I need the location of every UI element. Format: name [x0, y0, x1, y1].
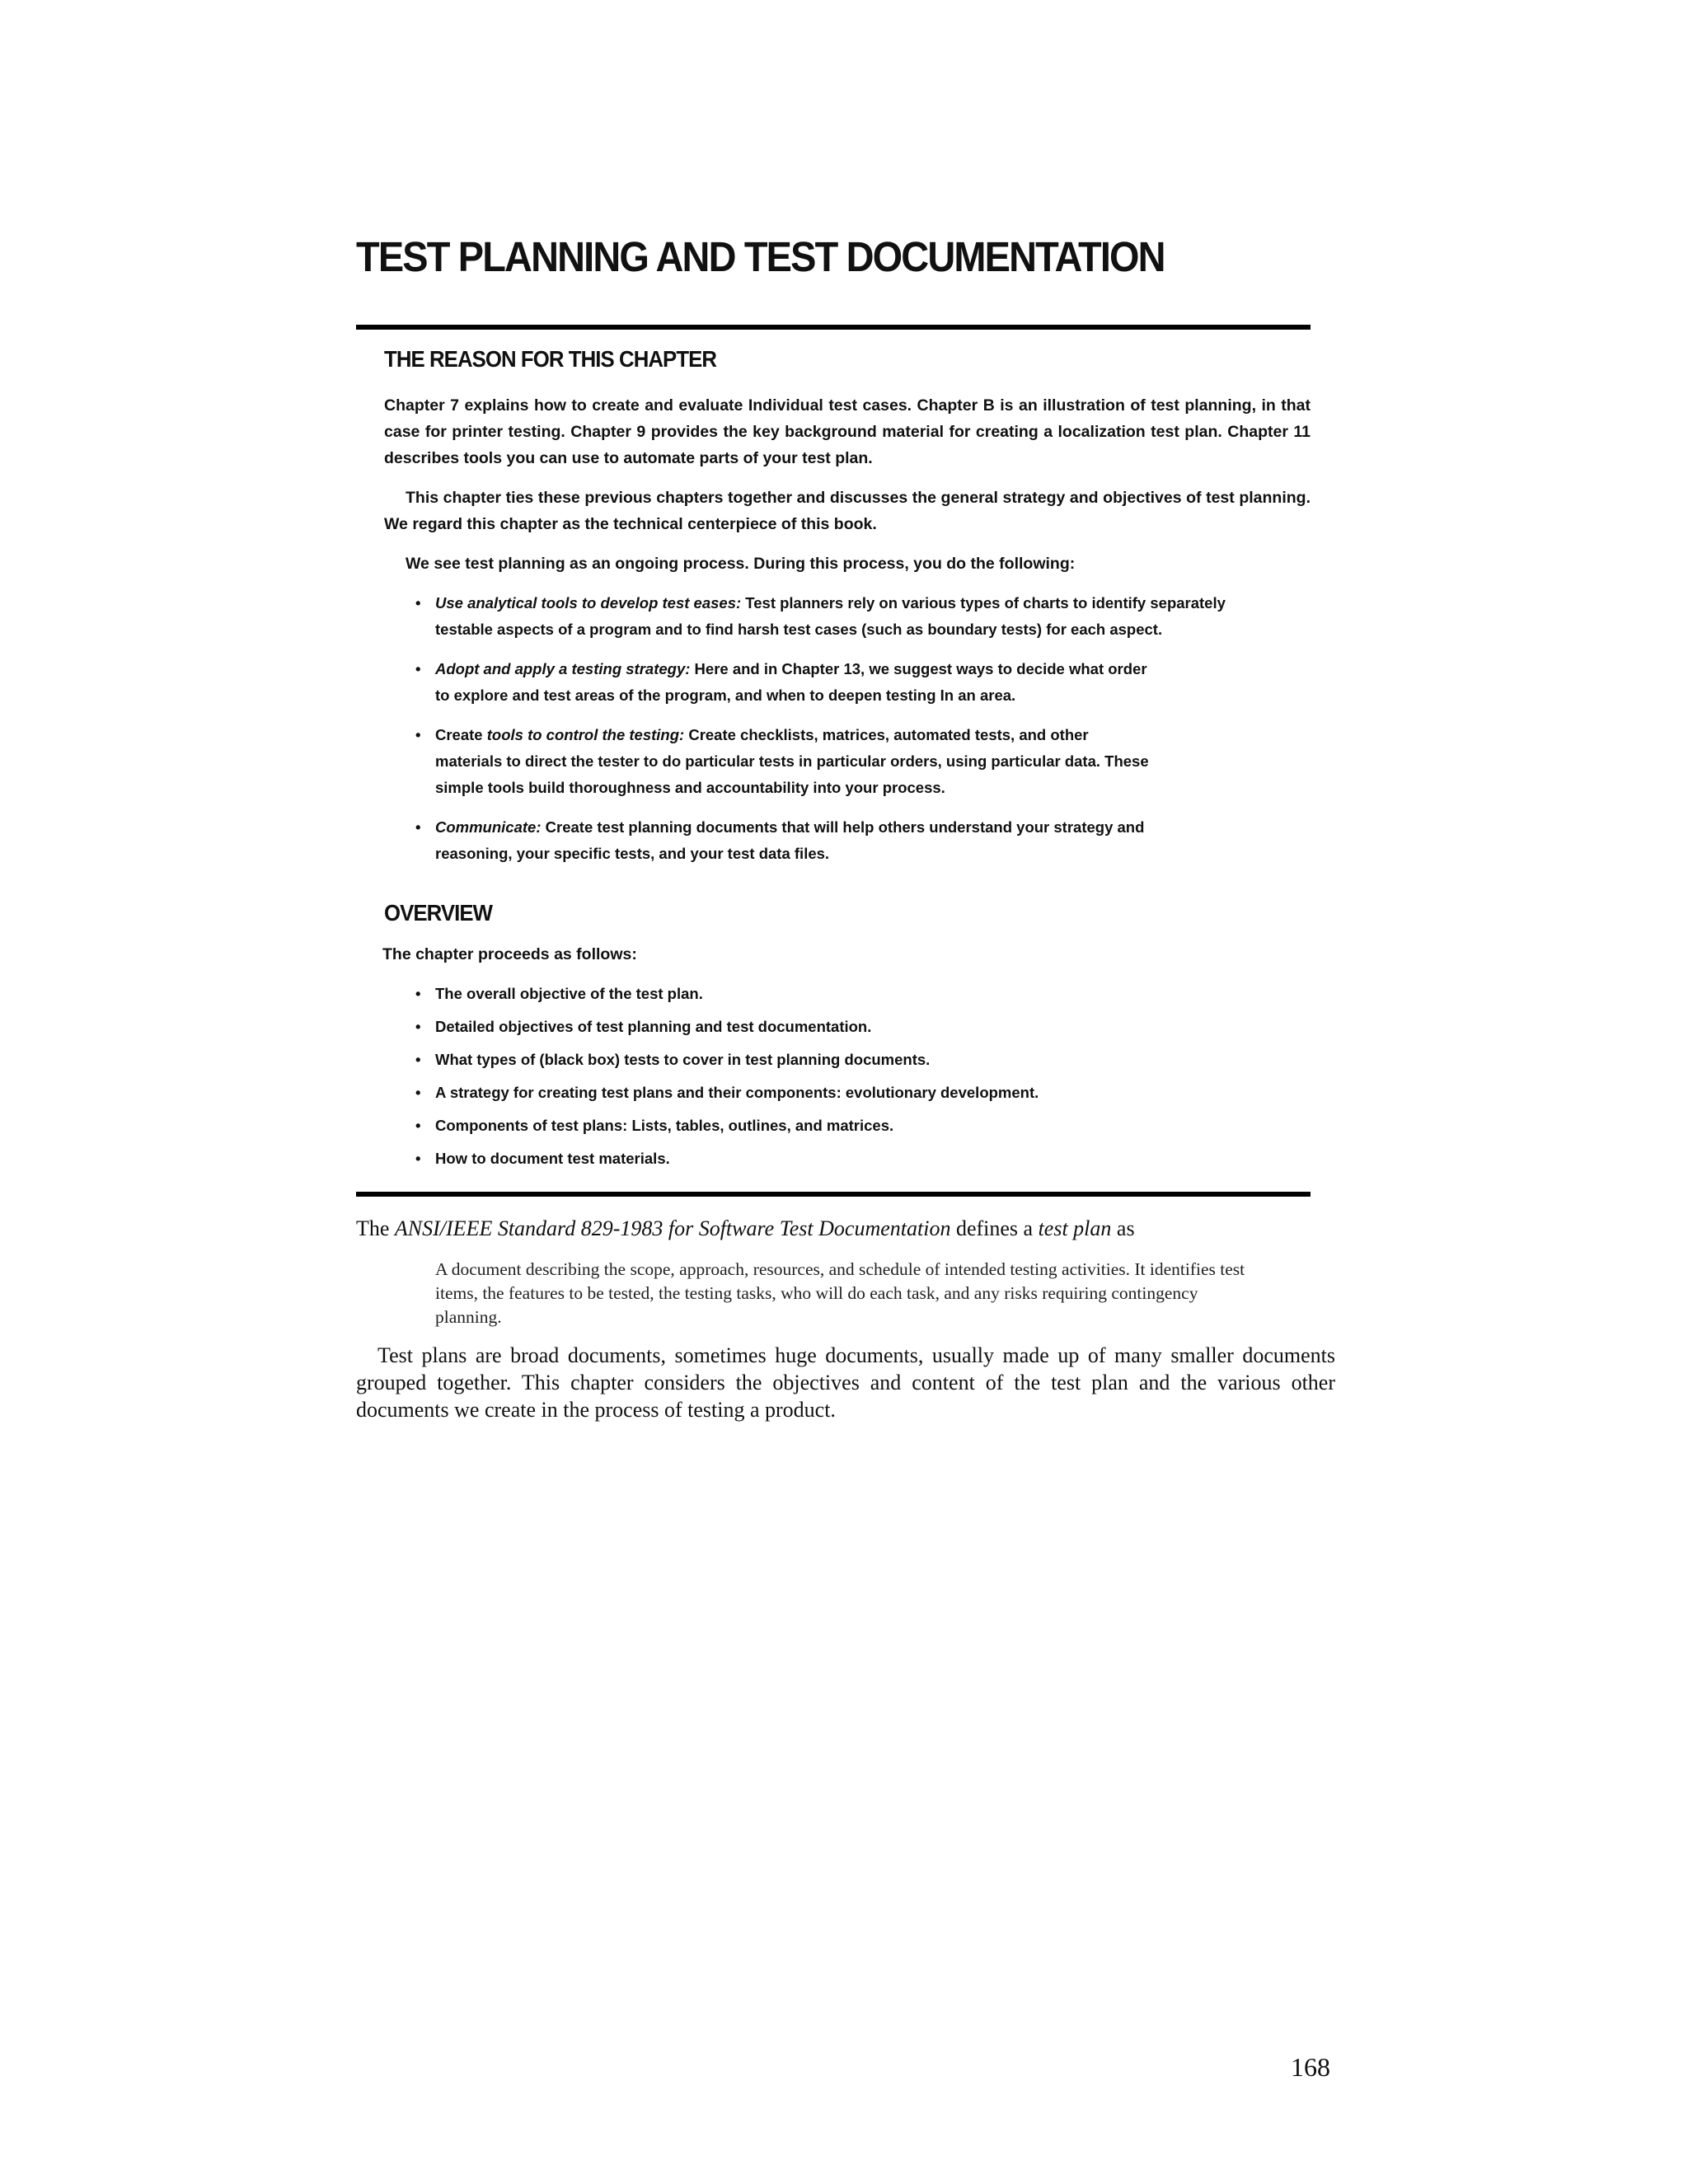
overview-item: • A strategy for creating test plans and their components: evolutionary development. [415, 1076, 1281, 1109]
reason-heading: THE REASON FOR THIS CHAPTER [384, 346, 717, 372]
reason-bullet-list-1 [415, 590, 1273, 656]
bullet-text: Create test planning documents that will help others understand your strategy and reasoning, your specific tests, and your test data files. [435, 818, 1145, 862]
overview-list [415, 977, 1281, 1175]
reason-paragraph-1: Chapter 7 explains how to create and evaluate Individual test cases. Chapter B is an illustration of test planning, in that case for printer testing. Chapter 9 provides the key background material for creating a localization test plan. Chapter 11 describes tools you can use to automate parts of your test plan. [384, 396, 1311, 467]
reason-paragraph-3: We see test planning as an ongoing process. During this process, you do the following: [406, 555, 1076, 573]
bullet-text: Test planners rely on various types of charts to identify separately testable aspects of a program and to find harsh test cases (such as boundary tests) for each aspect. [435, 594, 1226, 638]
body-intro [356, 1216, 1135, 1241]
overview-heading: OVERVIEW [384, 900, 493, 926]
standard-name: ANSI/IEEE Standard 829-1983 for Software Test Documentation [394, 1216, 951, 1240]
overview-item: • The overall objective of the test plan. [415, 977, 1281, 1010]
reason-bullet [415, 814, 1149, 867]
page-number: 168 [1291, 2052, 1330, 2082]
overview-intro: The chapter proceeds as follows: [382, 945, 637, 963]
intro-text: The [356, 1216, 395, 1240]
bullet-text: Create checklists, matrices, automated tests, and other materials to direct the tester to do particular tests in particular orders, using particular data. These simple tools build thoroughness and accountability into your process. [435, 726, 1149, 796]
reason-bullet [415, 590, 1273, 643]
overview-item: • How to document test materials. [415, 1142, 1281, 1175]
reason-body [384, 392, 1311, 471]
reason-bullet-list-2 [415, 656, 1149, 867]
defined-term: test plan [1038, 1216, 1112, 1240]
bullet-text: Here and in Chapter 13, we suggest ways to decide what order to explore and test areas of the program, and when to deepen testing In an area. [435, 660, 1147, 704]
overview-item: • What types of (black box) tests to cover in test planning documents. [415, 1043, 1281, 1076]
overview-item: • Detailed objectives of test planning and test documentation. [415, 1010, 1281, 1043]
definition-quote: A document describing the scope, approach, resources, and schedule of intended testing activities. It identifies test items, the features to be tested, the testing tasks, who will do each task, and any risks requiring contingency planning. [435, 1259, 1245, 1327]
bottom-rule [356, 1192, 1311, 1197]
overview-item: • Components of test plans: Lists, tables, outlines, and matrices. [415, 1109, 1281, 1142]
reason-bullet [415, 656, 1149, 709]
bullet-italic: Communicate: [435, 818, 542, 836]
reason-body-2 [384, 485, 1311, 537]
reason-paragraph-2: This chapter ties these previous chapters together and discusses the general strategy and objectives of test planning. We regard this chapter as the technical centerpiece of this book. [384, 489, 1311, 533]
reason-body-3 [384, 551, 1311, 577]
overview-intro-box [382, 941, 1309, 968]
top-rule [356, 325, 1311, 330]
chapter-title: TEST PLANNING AND TEST DOCUMENTATION [356, 233, 1165, 280]
bullet-italic: Use analytical tools to develop test eases: [435, 594, 742, 612]
body-paragraph: Test plans are broad documents, sometimes huge documents, usually made up of many smaller documents grouped together. This chapter considers the objectives and content of the test plan and the various other documents we create in the process of testing a product. [356, 1343, 1335, 1422]
intro-text-end: as [1111, 1216, 1135, 1240]
bullet-italic: tools to control the testing: [486, 726, 685, 743]
bullet-lead: Create [435, 726, 487, 743]
bullet-italic: Adopt and apply a testing strategy: [435, 660, 691, 677]
reason-bullet [415, 722, 1149, 801]
intro-text-mid: defines a [950, 1216, 1039, 1240]
